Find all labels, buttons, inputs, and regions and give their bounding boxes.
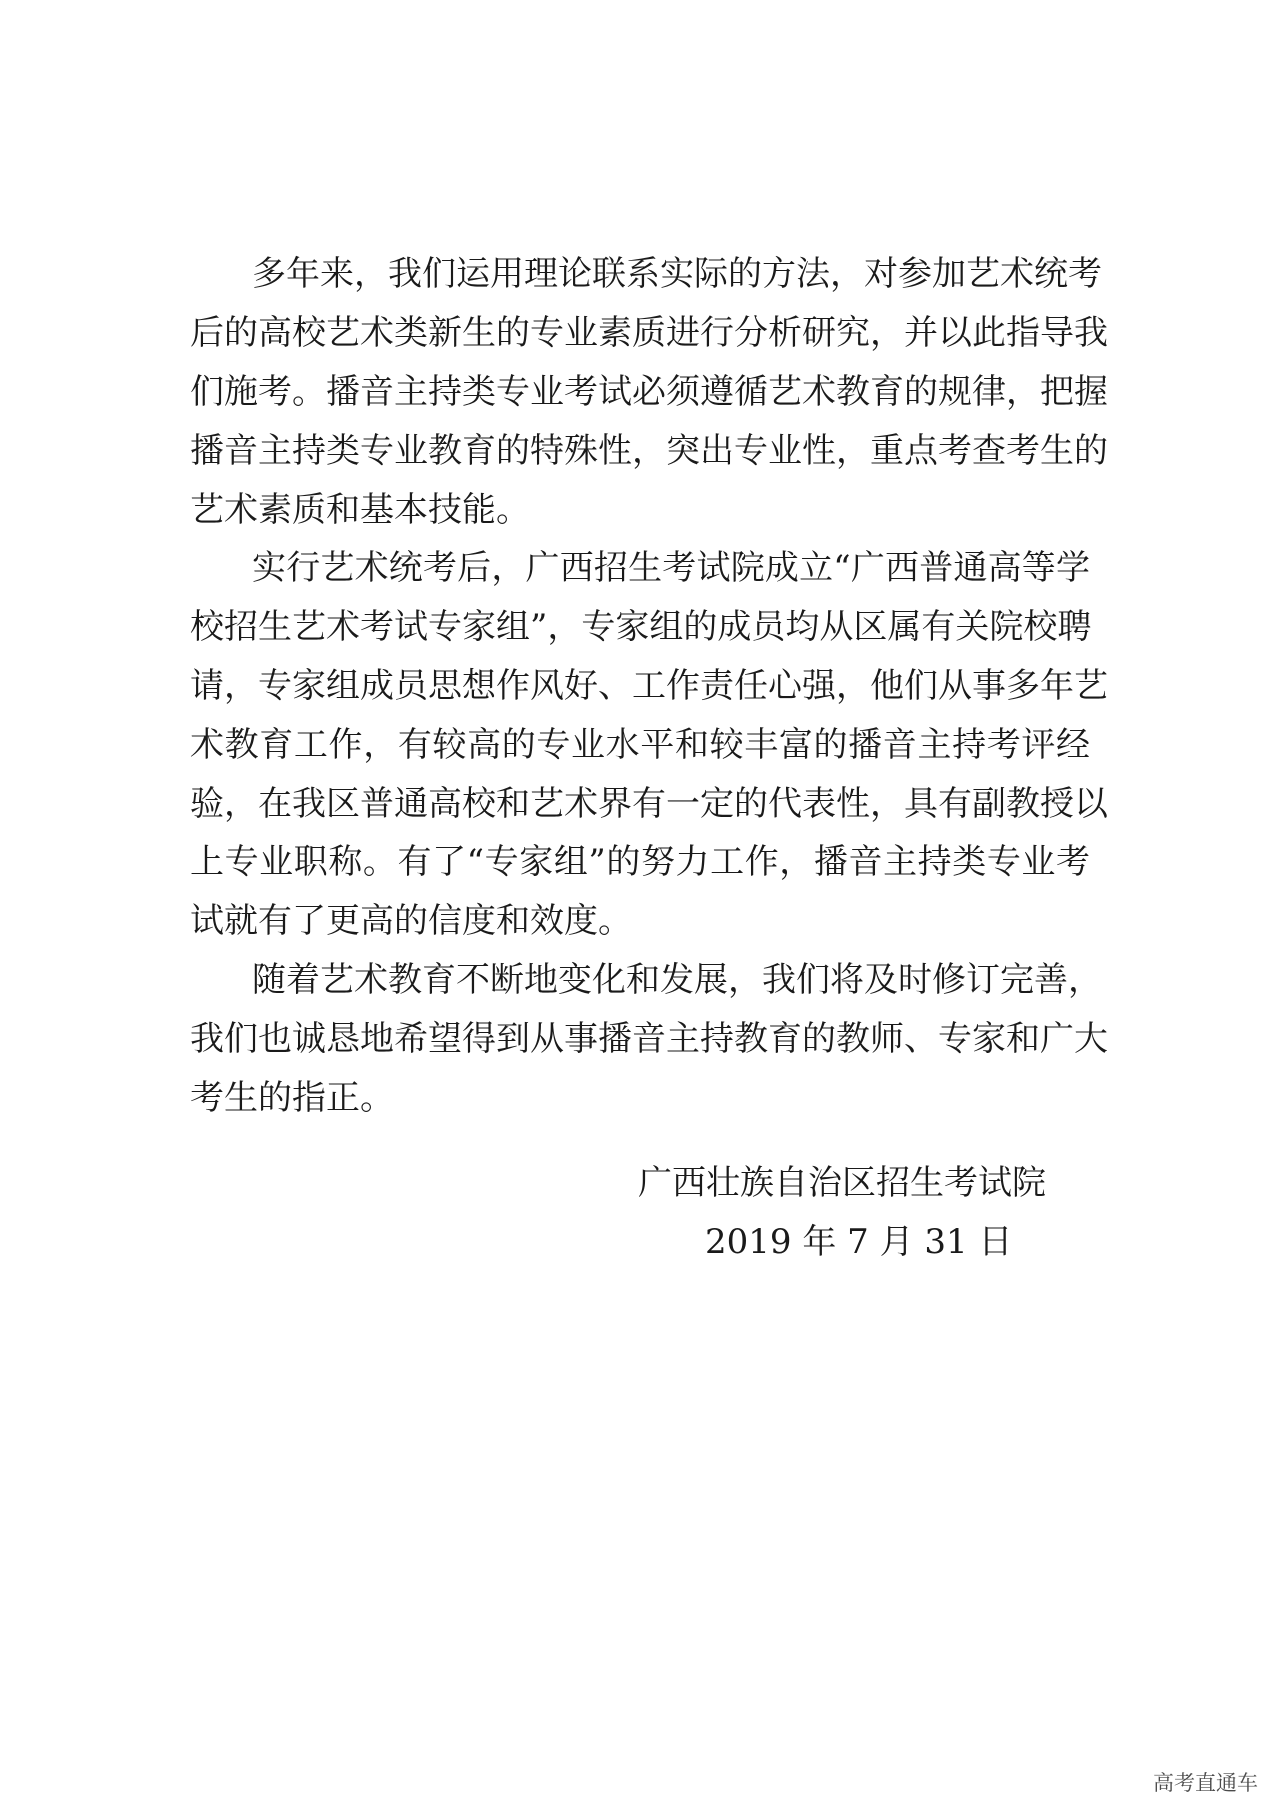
paragraph-1-line-4: 播音主持类专业教育的特殊性，突出专业性，重点考查考生的: [190, 431, 1108, 471]
paragraph-3-line-1: 随着艺术教育不断地变化和发展，我们将及时修订完善，: [252, 960, 1102, 1000]
paragraph-2-line-6: 上专业职称。有了“专家组”的努力工作，播音主持类专业考: [190, 842, 1090, 882]
paragraph-3-line-3: 考生的指正。: [190, 1078, 394, 1118]
paragraph-2-line-4: 术教育工作，有较高的专业水平和较丰富的播音主持考评经: [190, 725, 1090, 765]
signature-organization: 广西壮族自治区招生考试院: [638, 1163, 1046, 1203]
paragraph-1-line-1: 多年来，我们运用理论联系实际的方法，对参加艺术统考: [252, 254, 1102, 294]
paragraph-1-line-3: 们施考。播音主持类专业考试必须遵循艺术教育的规律，把握: [190, 372, 1108, 412]
paragraph-2-line-7: 试就有了更高的信度和效度。: [190, 901, 632, 941]
paragraph-2-line-5: 验，在我区普通高校和艺术界有一定的代表性，具有副教授以: [190, 784, 1108, 824]
paragraph-2-line-3: 请，专家组成员思想作风好、工作责任心强，他们从事多年艺: [190, 666, 1108, 706]
signature-date: 2019 年 7 月 31 日: [705, 1222, 1013, 1262]
paragraph-2-line-2: 校招生艺术考试专家组”，专家组的成员均从区属有关院校聘: [190, 607, 1092, 647]
paragraph-2-line-1: 实行艺术统考后，广西招生考试院成立“广西普通高等学: [252, 548, 1090, 588]
paragraph-3-line-2: 我们也诚恳地希望得到从事播音主持教育的教师、专家和广大: [190, 1019, 1108, 1059]
paragraph-1-line-5: 艺术素质和基本技能。: [190, 490, 530, 530]
watermark-text: 高考直通车: [1153, 1771, 1258, 1795]
paragraph-1-line-2: 后的高校艺术类新生的专业素质进行分析研究，并以此指导我: [190, 313, 1108, 353]
